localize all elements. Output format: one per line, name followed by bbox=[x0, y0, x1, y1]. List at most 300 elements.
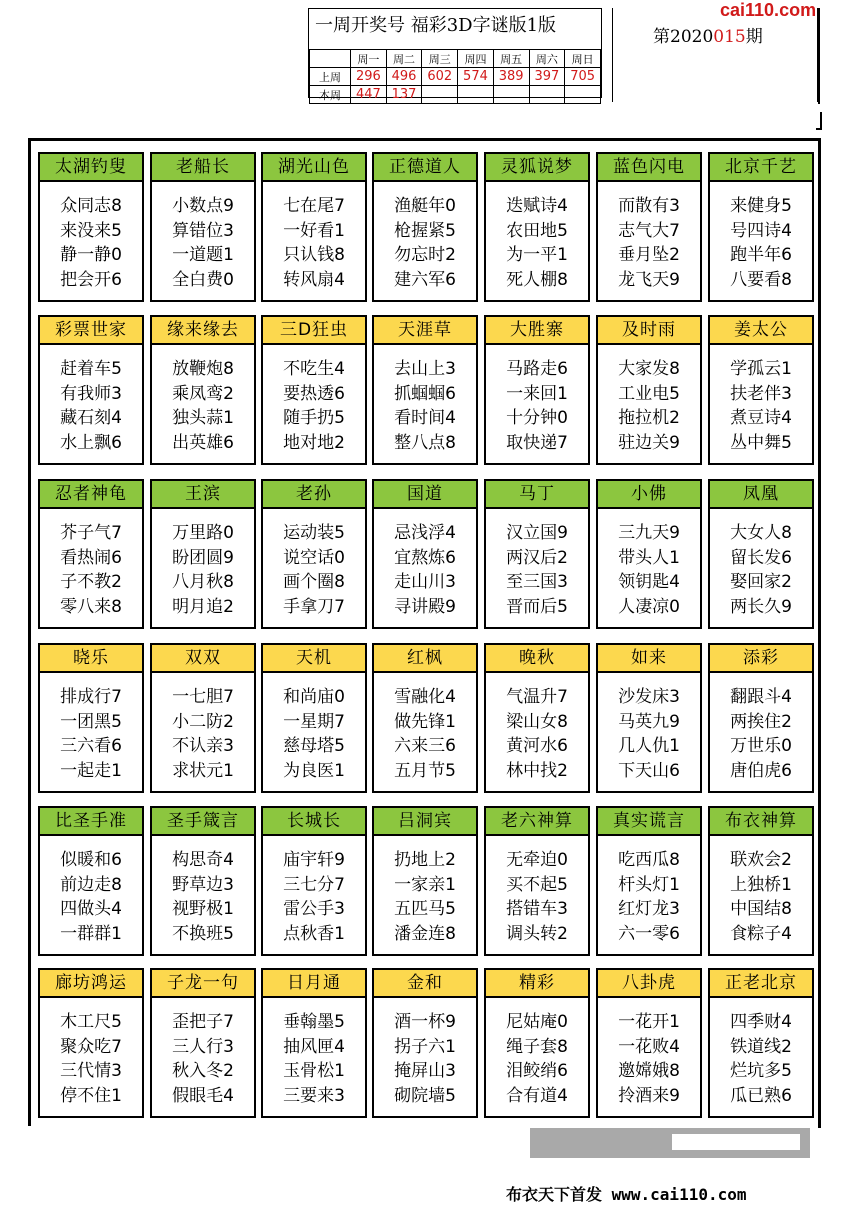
riddle-line: 食粽子4 bbox=[730, 923, 792, 944]
riddle-line: 林中找2 bbox=[506, 760, 568, 781]
riddle-line: 放鞭炮8 bbox=[172, 359, 234, 379]
result-cell bbox=[493, 86, 529, 104]
riddle-line: 三代情3 bbox=[60, 1061, 122, 1081]
riddle-card bbox=[372, 479, 478, 629]
riddle-lines bbox=[374, 998, 476, 1108]
riddle-card bbox=[596, 806, 702, 956]
riddle-line: 马路走6 bbox=[506, 359, 568, 379]
riddle-author: 老船长 bbox=[152, 154, 254, 182]
riddle-author: 添彩 bbox=[710, 645, 812, 673]
riddle-line: 构思奇4 bbox=[172, 850, 234, 870]
riddle-lines bbox=[374, 509, 476, 619]
riddle-line: 慈母塔5 bbox=[283, 736, 345, 756]
riddle-line: 一团黑5 bbox=[60, 711, 122, 732]
riddle-line: 十分钟0 bbox=[506, 408, 568, 428]
riddle-author: 布衣神算 bbox=[710, 808, 812, 836]
riddle-line: 杆头灯1 bbox=[618, 874, 680, 895]
riddle-card bbox=[596, 643, 702, 793]
riddle-lines bbox=[40, 509, 142, 619]
riddle-line: 随手扔5 bbox=[283, 408, 345, 428]
riddle-line: 一来回1 bbox=[506, 383, 568, 404]
riddle-author: 三D狂虫 bbox=[263, 317, 365, 345]
riddle-line: 六一零6 bbox=[618, 923, 680, 944]
site-logo: cai110.com bbox=[720, 0, 817, 20]
riddle-line: 众同志8 bbox=[60, 196, 122, 216]
riddle-line: 运动装5 bbox=[283, 523, 345, 543]
divider bbox=[818, 60, 820, 104]
riddle-line: 画个圈8 bbox=[283, 572, 345, 592]
riddle-line: 不换班5 bbox=[172, 923, 234, 944]
riddle-line: 小二防2 bbox=[172, 711, 234, 732]
result-cell: 602 bbox=[422, 68, 458, 86]
riddle-line: 赶着车5 bbox=[60, 359, 122, 379]
riddle-line: 中国结8 bbox=[730, 899, 792, 919]
result-cell bbox=[529, 86, 565, 104]
riddle-line: 志气大7 bbox=[618, 220, 680, 241]
riddle-line: 拐子六1 bbox=[394, 1036, 456, 1057]
riddle-line: 和尚庙0 bbox=[283, 687, 345, 707]
riddle-lines bbox=[152, 673, 254, 783]
riddle-line: 驻边关9 bbox=[618, 432, 680, 453]
riddle-card bbox=[708, 806, 814, 956]
frame-border-left bbox=[28, 138, 31, 1126]
riddle-lines bbox=[263, 673, 365, 783]
riddle-line: 整八点8 bbox=[394, 432, 456, 453]
riddle-lines bbox=[374, 345, 476, 455]
riddle-lines bbox=[486, 509, 588, 619]
day-header: 周日 bbox=[565, 50, 601, 68]
riddle-line: 两挨住2 bbox=[730, 711, 792, 732]
riddle-lines bbox=[710, 345, 812, 455]
riddle-lines bbox=[263, 345, 365, 455]
riddle-card bbox=[596, 315, 702, 465]
riddle-line: 瓜已熟6 bbox=[730, 1085, 792, 1106]
riddle-lines bbox=[152, 509, 254, 619]
riddle-line: 翻跟斗4 bbox=[730, 687, 792, 707]
riddle-card bbox=[38, 643, 144, 793]
riddle-author: 灵狐说梦 bbox=[486, 154, 588, 182]
riddle-card bbox=[38, 479, 144, 629]
riddle-lines bbox=[486, 673, 588, 783]
day-header: 周三 bbox=[422, 50, 458, 68]
riddle-line: 一家亲1 bbox=[394, 874, 456, 895]
riddle-line: 两汉后2 bbox=[506, 547, 568, 568]
riddle-card bbox=[596, 968, 702, 1118]
riddle-card bbox=[261, 643, 367, 793]
riddle-line: 枪握紧5 bbox=[394, 220, 456, 241]
result-cell: 137 bbox=[386, 86, 422, 104]
riddle-line: 宜熬炼6 bbox=[394, 547, 456, 568]
riddle-line: 买不起5 bbox=[506, 874, 568, 895]
riddle-line: 子不教2 bbox=[60, 572, 122, 592]
riddle-line: 砌院墙5 bbox=[394, 1085, 456, 1106]
riddle-author: 子龙一句 bbox=[152, 970, 254, 998]
riddle-line: 假眼毛4 bbox=[172, 1085, 234, 1106]
riddle-lines bbox=[40, 836, 142, 946]
riddle-line: 丛中舞5 bbox=[730, 432, 792, 453]
riddle-card bbox=[708, 643, 814, 793]
riddle-line: 零八来8 bbox=[60, 596, 122, 617]
riddle-line: 五匹马5 bbox=[394, 899, 456, 919]
riddle-line: 雷公手3 bbox=[283, 899, 345, 919]
result-cell: 389 bbox=[493, 68, 529, 86]
riddle-author: 小佛 bbox=[598, 481, 700, 509]
riddle-lines bbox=[598, 509, 700, 619]
riddle-line: 一星期7 bbox=[283, 711, 345, 732]
riddle-line: 聚众吃7 bbox=[60, 1036, 122, 1057]
riddle-card bbox=[372, 315, 478, 465]
riddle-lines bbox=[263, 998, 365, 1108]
day-header: 周四 bbox=[458, 50, 494, 68]
riddle-line: 秋入冬2 bbox=[172, 1061, 234, 1081]
riddle-author: 红枫 bbox=[374, 645, 476, 673]
riddle-lines bbox=[486, 345, 588, 455]
riddle-card bbox=[38, 968, 144, 1118]
riddle-line: 酒一杯9 bbox=[394, 1012, 456, 1032]
riddle-card bbox=[150, 152, 256, 302]
riddle-lines bbox=[374, 673, 476, 783]
riddle-author: 蓝色闪电 bbox=[598, 154, 700, 182]
riddle-author: 王滨 bbox=[152, 481, 254, 509]
riddle-lines bbox=[40, 182, 142, 292]
riddle-line: 煮豆诗4 bbox=[730, 408, 792, 428]
riddle-lines bbox=[40, 998, 142, 1108]
riddle-author: 真实谎言 bbox=[598, 808, 700, 836]
riddle-card bbox=[484, 806, 590, 956]
riddle-line: 求状元1 bbox=[172, 760, 234, 781]
riddle-card bbox=[372, 152, 478, 302]
riddle-line: 调头转2 bbox=[506, 923, 568, 944]
riddle-author: 太湖钓叟 bbox=[40, 154, 142, 182]
riddle-line: 抽风匣4 bbox=[283, 1036, 345, 1057]
riddle-author: 廊坊鸿运 bbox=[40, 970, 142, 998]
riddle-lines bbox=[486, 998, 588, 1108]
riddle-line: 出英雄6 bbox=[172, 432, 234, 453]
riddle-card bbox=[708, 968, 814, 1118]
riddle-card bbox=[261, 968, 367, 1118]
riddle-line: 八月秋8 bbox=[172, 572, 234, 592]
riddle-line: 雪融化4 bbox=[394, 687, 456, 707]
riddle-card bbox=[484, 479, 590, 629]
riddle-line: 一七胆7 bbox=[172, 687, 234, 707]
riddle-line: 一道题1 bbox=[172, 245, 234, 265]
riddle-line: 做先锋1 bbox=[394, 711, 456, 732]
riddle-line: 盼团圆9 bbox=[172, 547, 234, 568]
riddle-card bbox=[261, 315, 367, 465]
riddle-line: 龙飞天9 bbox=[618, 269, 680, 290]
riddle-line: 领钥匙4 bbox=[618, 572, 680, 592]
riddle-line: 人凄凉0 bbox=[618, 596, 680, 617]
riddle-card bbox=[150, 643, 256, 793]
riddle-card bbox=[261, 479, 367, 629]
riddle-author: 天机 bbox=[263, 645, 365, 673]
riddle-author: 吕洞宾 bbox=[374, 808, 476, 836]
riddle-line: 铁道线2 bbox=[730, 1036, 792, 1057]
riddle-line: 掩屏山3 bbox=[394, 1061, 456, 1081]
riddle-card bbox=[150, 315, 256, 465]
riddle-author: 晚秋 bbox=[486, 645, 588, 673]
riddle-line: 号四诗4 bbox=[730, 220, 792, 241]
riddle-card bbox=[150, 479, 256, 629]
result-cell: 447 bbox=[351, 86, 387, 104]
riddle-line: 抓蝈蝈6 bbox=[394, 383, 456, 404]
riddle-line: 似暖和6 bbox=[60, 850, 122, 870]
riddle-line: 气温升7 bbox=[506, 687, 568, 707]
riddle-card bbox=[372, 968, 478, 1118]
riddle-line: 合有道4 bbox=[506, 1085, 568, 1106]
riddle-line: 搭错车3 bbox=[506, 899, 568, 919]
riddle-line: 全白费0 bbox=[172, 269, 234, 290]
day-header: 周五 bbox=[493, 50, 529, 68]
riddle-card bbox=[596, 152, 702, 302]
riddle-lines bbox=[263, 836, 365, 946]
riddle-line: 三七分7 bbox=[283, 874, 345, 895]
riddle-lines bbox=[598, 836, 700, 946]
riddle-card bbox=[38, 152, 144, 302]
riddle-line: 六来三6 bbox=[394, 736, 456, 756]
riddle-line: 一起走1 bbox=[60, 760, 122, 781]
riddle-line: 渔艇年0 bbox=[394, 196, 456, 216]
day-header: 周一 bbox=[351, 50, 387, 68]
result-cell: 574 bbox=[458, 68, 494, 86]
riddle-line: 绳子套8 bbox=[506, 1036, 568, 1057]
riddle-line: 去山上3 bbox=[394, 359, 456, 379]
riddle-lines bbox=[710, 836, 812, 946]
riddle-card bbox=[708, 479, 814, 629]
riddle-author: 晓乐 bbox=[40, 645, 142, 673]
riddle-line: 马英九9 bbox=[618, 711, 680, 732]
riddle-line: 烂坑多5 bbox=[730, 1061, 792, 1081]
riddle-lines bbox=[152, 182, 254, 292]
riddle-author: 天涯草 bbox=[374, 317, 476, 345]
riddle-line: 学孤云1 bbox=[730, 359, 792, 379]
result-cell: 397 bbox=[529, 68, 565, 86]
result-cell: 705 bbox=[565, 68, 601, 86]
riddle-card bbox=[484, 152, 590, 302]
riddle-line: 唐伯虎6 bbox=[730, 760, 792, 781]
riddle-line: 留长发6 bbox=[730, 547, 792, 568]
riddle-line: 一群群1 bbox=[60, 923, 122, 944]
riddle-line: 四季财4 bbox=[730, 1012, 792, 1032]
riddle-line: 寻讲殿9 bbox=[394, 596, 456, 617]
riddle-line: 上独桥1 bbox=[730, 874, 792, 895]
riddle-card bbox=[372, 643, 478, 793]
riddle-line: 小数点9 bbox=[172, 196, 234, 216]
riddle-lines bbox=[598, 345, 700, 455]
riddle-lines bbox=[263, 182, 365, 292]
riddle-line: 红灯龙3 bbox=[618, 899, 680, 919]
riddle-line: 至三国3 bbox=[506, 572, 568, 592]
weekly-results-panel bbox=[308, 8, 602, 102]
result-cell bbox=[458, 86, 494, 104]
riddle-lines bbox=[710, 509, 812, 619]
corner-cell bbox=[310, 50, 351, 68]
riddle-line: 垂翰墨5 bbox=[283, 1012, 345, 1032]
riddle-lines bbox=[598, 182, 700, 292]
riddle-lines bbox=[598, 998, 700, 1108]
riddle-author: 北京千艺 bbox=[710, 154, 812, 182]
riddle-card bbox=[150, 806, 256, 956]
riddle-line: 不认亲3 bbox=[172, 736, 234, 756]
riddle-line: 而散有3 bbox=[618, 196, 680, 216]
riddle-author: 凤凰 bbox=[710, 481, 812, 509]
riddle-line: 芥子气7 bbox=[60, 523, 122, 543]
riddle-line: 黄河水6 bbox=[506, 736, 568, 756]
riddle-card bbox=[261, 806, 367, 956]
riddle-line: 歪把子7 bbox=[172, 1012, 234, 1032]
riddle-line: 五月节5 bbox=[394, 760, 456, 781]
riddle-author: 圣手箴言 bbox=[152, 808, 254, 836]
riddle-line: 联欢会2 bbox=[730, 850, 792, 870]
riddle-line: 明月追2 bbox=[172, 596, 234, 617]
riddle-line: 晋而后5 bbox=[506, 596, 568, 617]
riddle-line: 把会开6 bbox=[60, 269, 122, 290]
riddle-author: 湖光山色 bbox=[263, 154, 365, 182]
riddle-line: 工业电5 bbox=[618, 383, 680, 404]
riddle-line: 取快递7 bbox=[506, 432, 568, 453]
frame-border-right bbox=[818, 138, 821, 1128]
riddle-lines bbox=[710, 182, 812, 292]
last-week-label: 上周 bbox=[310, 68, 351, 86]
riddle-line: 泪鲛绡6 bbox=[506, 1061, 568, 1081]
riddle-line: 为良医1 bbox=[283, 760, 345, 781]
riddle-line: 大家发8 bbox=[618, 359, 680, 379]
riddle-line: 静一静0 bbox=[60, 245, 122, 265]
riddle-line: 三九天9 bbox=[618, 523, 680, 543]
riddle-author: 如来 bbox=[598, 645, 700, 673]
riddle-lines bbox=[710, 673, 812, 783]
riddle-lines bbox=[152, 345, 254, 455]
riddle-card bbox=[38, 315, 144, 465]
riddle-line: 手拿刀7 bbox=[283, 596, 345, 617]
riddle-author: 金和 bbox=[374, 970, 476, 998]
riddle-line: 垂月坠2 bbox=[618, 245, 680, 265]
riddle-line: 木工尺5 bbox=[60, 1012, 122, 1032]
riddle-line: 七在尾7 bbox=[283, 196, 345, 216]
riddle-lines bbox=[152, 998, 254, 1108]
riddle-line: 无牵迫0 bbox=[506, 850, 568, 870]
riddle-lines bbox=[486, 182, 588, 292]
riddle-line: 看时间4 bbox=[394, 408, 456, 428]
riddle-author: 马丁 bbox=[486, 481, 588, 509]
riddle-card bbox=[372, 806, 478, 956]
issue-number-value: 015 bbox=[713, 27, 746, 47]
riddle-lines bbox=[598, 673, 700, 783]
riddle-line: 跑半年6 bbox=[730, 245, 792, 265]
riddle-line: 忌浅浮4 bbox=[394, 523, 456, 543]
result-cell: 296 bbox=[351, 68, 387, 86]
riddle-line: 万世乐0 bbox=[730, 736, 792, 756]
issue-suffix: 期 bbox=[745, 27, 763, 47]
riddle-author: 比圣手准 bbox=[40, 808, 142, 836]
riddle-lines bbox=[263, 509, 365, 619]
riddle-line: 为一平1 bbox=[506, 245, 568, 265]
riddle-line: 庙宇轩9 bbox=[283, 850, 345, 870]
riddle-author: 八卦虎 bbox=[598, 970, 700, 998]
frame-border-top bbox=[28, 138, 820, 141]
riddle-line: 玉骨松1 bbox=[283, 1061, 345, 1081]
result-cell bbox=[422, 86, 458, 104]
riddle-author: 彩票世家 bbox=[40, 317, 142, 345]
riddle-line: 乘凤鸾2 bbox=[172, 383, 234, 404]
riddle-line: 吃西瓜8 bbox=[618, 850, 680, 870]
riddle-line: 转风扇4 bbox=[283, 269, 345, 290]
riddle-line: 不吃生4 bbox=[283, 359, 345, 379]
riddle-line: 沙发床3 bbox=[618, 687, 680, 707]
result-cell: 496 bbox=[386, 68, 422, 86]
riddle-line: 大女人8 bbox=[730, 523, 792, 543]
riddle-author: 精彩 bbox=[486, 970, 588, 998]
issue-number bbox=[653, 22, 763, 47]
this-week-label: 本周 bbox=[310, 86, 351, 104]
riddle-line: 藏石刻4 bbox=[60, 408, 122, 428]
this-week-row bbox=[310, 86, 601, 104]
riddle-line: 娶回家2 bbox=[730, 572, 792, 592]
days-row bbox=[310, 50, 601, 68]
riddle-line: 汉立国9 bbox=[506, 523, 568, 543]
riddle-line: 拖拉机2 bbox=[618, 408, 680, 428]
footer-credit: 布衣天下首发 www.cai110.com bbox=[506, 1185, 747, 1204]
riddle-line: 三要来3 bbox=[283, 1085, 345, 1106]
riddle-line: 有我师3 bbox=[60, 383, 122, 404]
riddle-line: 八要看8 bbox=[730, 269, 792, 290]
riddle-author: 双双 bbox=[152, 645, 254, 673]
riddle-card bbox=[708, 152, 814, 302]
riddle-author: 老六神算 bbox=[486, 808, 588, 836]
riddle-line: 点秋香1 bbox=[283, 923, 345, 944]
riddle-line: 扔地上2 bbox=[394, 850, 456, 870]
riddle-author: 缘来缘去 bbox=[152, 317, 254, 345]
riddle-line: 看热闹6 bbox=[60, 547, 122, 568]
riddle-author: 老孙 bbox=[263, 481, 365, 509]
day-header: 周六 bbox=[529, 50, 565, 68]
riddle-line: 建六军6 bbox=[394, 269, 456, 290]
riddle-line: 野草边3 bbox=[172, 874, 234, 895]
riddle-line: 几人仇1 bbox=[618, 736, 680, 756]
riddle-card bbox=[261, 152, 367, 302]
riddle-card bbox=[484, 643, 590, 793]
riddle-line: 拎酒来9 bbox=[618, 1085, 680, 1106]
riddle-line: 三六看6 bbox=[60, 736, 122, 756]
riddle-author: 姜太公 bbox=[710, 317, 812, 345]
riddle-line: 前边走8 bbox=[60, 874, 122, 895]
riddle-line: 带头人1 bbox=[618, 547, 680, 568]
riddle-line: 死人棚8 bbox=[506, 269, 568, 290]
riddle-lines bbox=[710, 998, 812, 1108]
riddle-author: 长城长 bbox=[263, 808, 365, 836]
riddle-author: 大胜寨 bbox=[486, 317, 588, 345]
riddle-line: 视野极1 bbox=[172, 899, 234, 919]
riddle-author: 日月通 bbox=[263, 970, 365, 998]
riddle-card bbox=[484, 968, 590, 1118]
riddle-line: 排成行7 bbox=[60, 687, 122, 707]
riddle-lines bbox=[40, 673, 142, 783]
riddle-line: 地对地2 bbox=[283, 432, 345, 453]
last-week-row bbox=[310, 68, 601, 86]
riddle-line: 万里路0 bbox=[172, 523, 234, 543]
riddle-lines bbox=[40, 345, 142, 455]
riddle-line: 四做头4 bbox=[60, 899, 122, 919]
riddle-line: 三人行3 bbox=[172, 1036, 234, 1057]
riddle-author: 忍者神龟 bbox=[40, 481, 142, 509]
riddle-line: 停不住1 bbox=[60, 1085, 122, 1106]
riddle-line: 一好看1 bbox=[283, 220, 345, 241]
riddle-card bbox=[596, 479, 702, 629]
riddle-card bbox=[484, 315, 590, 465]
issue-panel bbox=[612, 8, 820, 102]
riddle-line: 邀嫦娥8 bbox=[618, 1061, 680, 1081]
issue-prefix: 第2020 bbox=[653, 27, 714, 47]
